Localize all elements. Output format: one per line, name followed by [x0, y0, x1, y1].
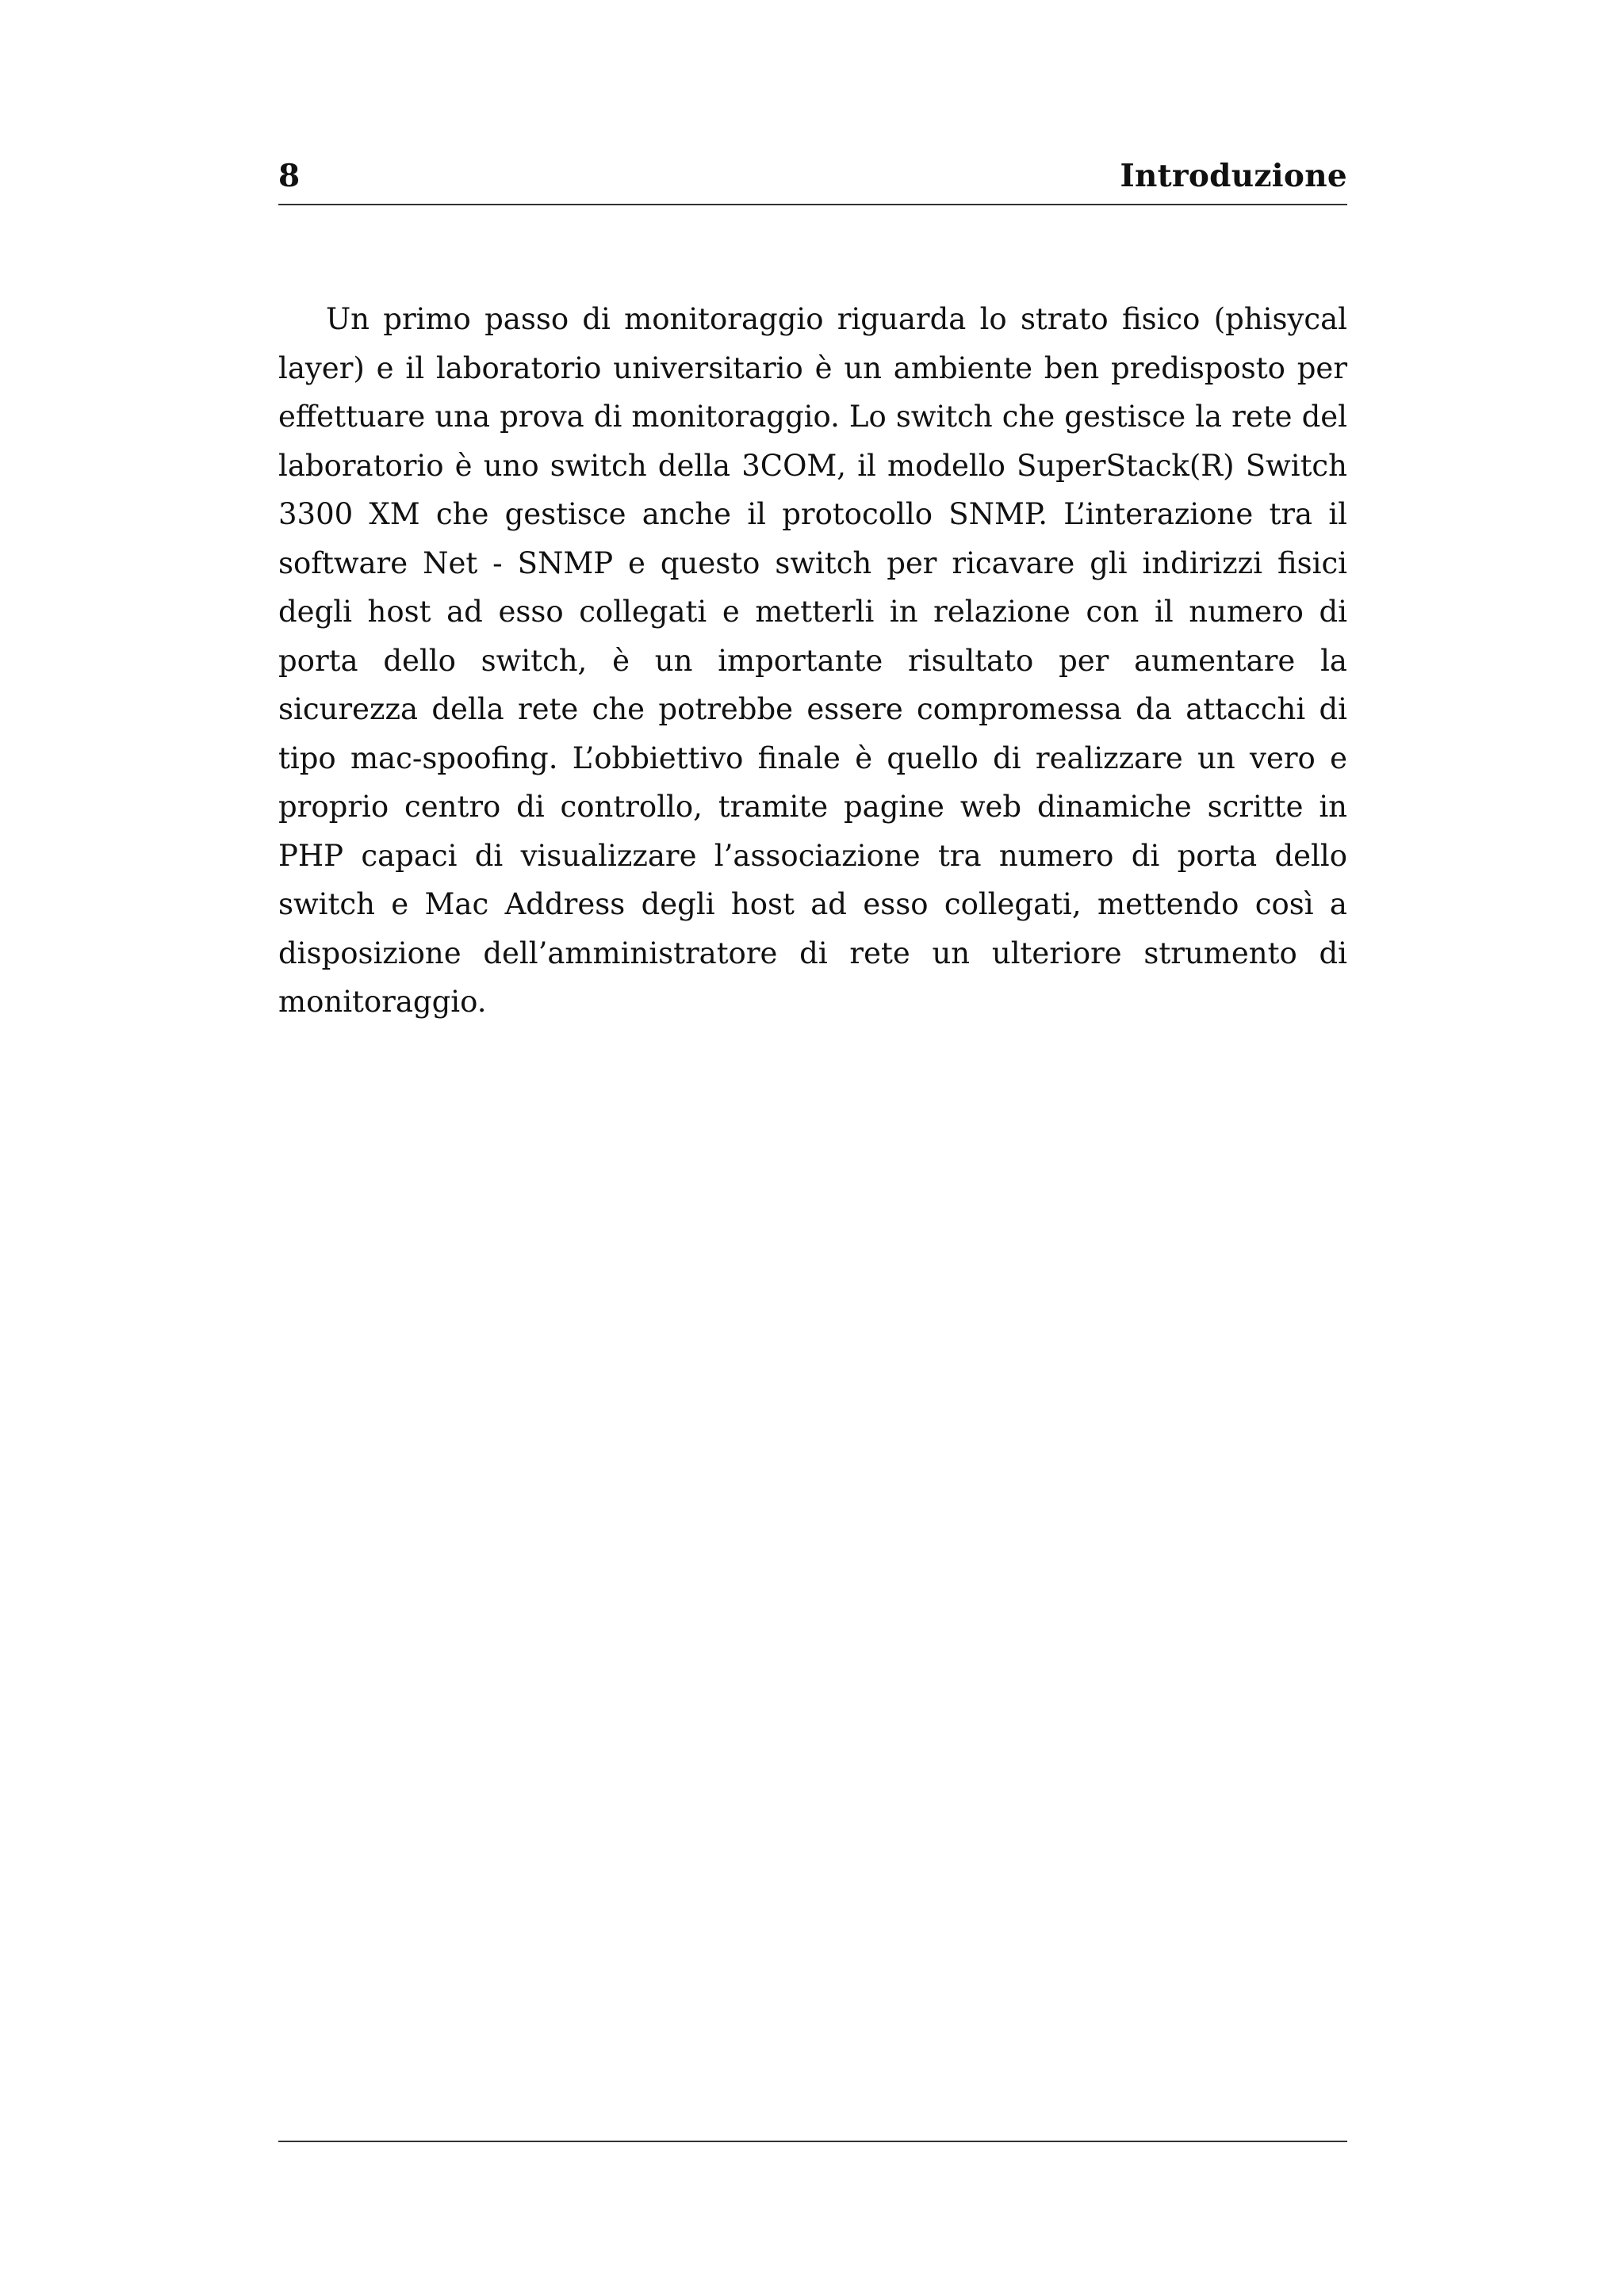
- body-paragraph: Un primo passo di monitoraggio riguarda lo strato fisico (phisycal layer) e il laboratorio universitario è un ambiente ben predisposto per effettuare una prova di monitoraggio. Lo switch che gestisce la rete del laboratorio è uno switch della 3COM, il modello SuperStack(R) Switch 3300 XM che gestisce anche il protocollo SNMP. L’interazione tra il software Net - SNMP e questo switch per ricavare gli indirizzi fisici degli host ad esso collegati e metterli in relazione con il numero di porta dello switch, è un importante risultato per aumentare la sicurezza della rete che potrebbe essere compromessa da attacchi di tipo mac-spoofing. L’obbiettivo finale è quello di realizzare un vero e proprio centro di controllo, tramite pagine web dinamiche scritte in PHP capaci di visualizzare l’associazione tra numero di porta dello switch e Mac Address degli host ad esso collegati, mettendo così a disposizione dell’amministratore di rete un ulteriore strumento di monitoraggio.: [278, 302, 1347, 1019]
- footer-rule: [278, 2141, 1347, 2142]
- running-title: Introduzione: [1120, 158, 1347, 194]
- page-header: [278, 155, 1347, 205]
- page-number: 8: [278, 158, 301, 194]
